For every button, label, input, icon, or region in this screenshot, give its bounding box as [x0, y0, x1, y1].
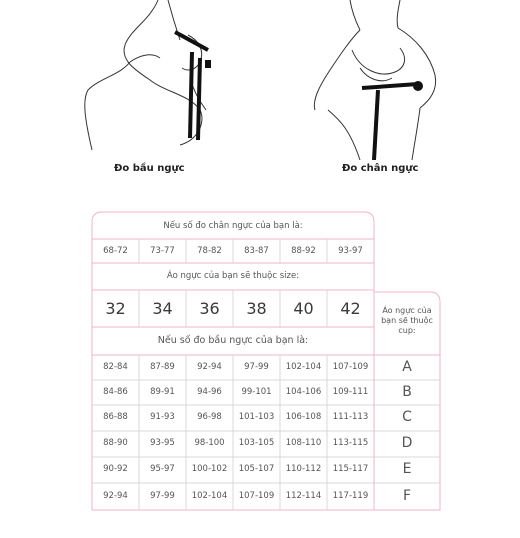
- underbust-measurement-caption: Đo chân ngực: [342, 163, 419, 174]
- underbust-range: 68-72: [103, 246, 128, 256]
- bust-range-cell: 82-84: [103, 361, 128, 372]
- underbust-range: 83-87: [244, 246, 269, 256]
- bust-range-cell: 94-96: [197, 386, 222, 397]
- bust-range-cell: 101-103: [238, 412, 275, 422]
- bust-range-cell: 109-111: [332, 386, 369, 397]
- bust-range-cell: 86-88: [103, 412, 128, 422]
- bust-range-cell: 102-104: [285, 361, 322, 372]
- bust-range-cell: 97-99: [150, 490, 175, 501]
- bust-range-cell: 107-109: [332, 361, 369, 372]
- bust-measurement-caption: Đo bầu ngực: [114, 163, 185, 174]
- bust-range-cell: 111-113: [332, 412, 369, 422]
- bust-range-cell: 108-110: [285, 438, 322, 448]
- bust-range-cell: 103-105: [238, 438, 275, 448]
- bust-range-cell: 99-101: [241, 386, 272, 397]
- bust-range-cell: 98-100: [194, 438, 225, 448]
- cup-letter: B: [402, 383, 412, 400]
- underbust-range: 73-77: [150, 246, 175, 256]
- bust-measurement-illustration: [80, 0, 230, 150]
- underbust-range: 78-82: [197, 246, 222, 256]
- bust-range-cell: 117-119: [332, 490, 369, 501]
- cup-letter: D: [401, 435, 413, 451]
- size-value: 36: [199, 299, 220, 318]
- bust-range-cell: 105-107: [238, 464, 275, 474]
- underbust-range: 93-97: [338, 246, 363, 256]
- bust-range-cell: 104-106: [285, 386, 322, 397]
- size-value: 42: [340, 299, 361, 318]
- bust-range-cell: 100-102: [191, 464, 228, 474]
- bust-range-cell: 95-97: [150, 464, 175, 474]
- bust-range-cell: 97-99: [244, 361, 269, 372]
- bust-range-cell: 93-95: [150, 438, 175, 448]
- cup-letter: F: [402, 487, 412, 504]
- bust-range-cell: 106-108: [285, 412, 322, 422]
- size-value: 38: [246, 299, 267, 318]
- size-value: 34: [152, 299, 173, 318]
- bust-range-cell: 87-89: [150, 361, 175, 372]
- bust-range-cell: 112-114: [285, 490, 322, 501]
- bust-range-cell: 102-104: [191, 490, 228, 501]
- bust-range-cell: 88-90: [103, 438, 128, 448]
- bust-range-cell: 107-109: [238, 490, 275, 501]
- bust-range-cell: 115-117: [332, 464, 369, 474]
- bust-range-cell: 84-86: [103, 386, 128, 397]
- bust-range-cell: 92-94: [197, 361, 222, 372]
- bust-range-cell: 110-112: [285, 464, 322, 474]
- cup-letter: C: [402, 409, 412, 425]
- cup-heading: Áo ngực của bạn sẽ thuộc cup:: [381, 306, 433, 335]
- bust-range-cell: 113-115: [332, 438, 369, 448]
- size-value: 32: [105, 299, 126, 318]
- bust-range-cell: 89-91: [150, 386, 175, 397]
- cup-letter: A: [402, 358, 412, 375]
- bust-heading: Nếu số đo bầu ngực của bạn là:: [157, 335, 309, 346]
- underbust-measurement-illustration: [300, 0, 450, 160]
- size-heading: Áo ngực của bạn sẽ thuộc size:: [166, 271, 300, 281]
- bust-range-cell: 96-98: [197, 412, 222, 422]
- cup-letter: E: [402, 461, 412, 477]
- bust-range-cell: 90-92: [103, 464, 128, 474]
- underbust-range: 88-92: [291, 246, 316, 256]
- bust-range-cell: 91-93: [150, 412, 175, 422]
- bust-range-cell: 92-94: [103, 490, 128, 501]
- size-value: 40: [293, 299, 314, 318]
- underbust-heading: Nếu số đo chân ngực của bạn là:: [163, 221, 303, 231]
